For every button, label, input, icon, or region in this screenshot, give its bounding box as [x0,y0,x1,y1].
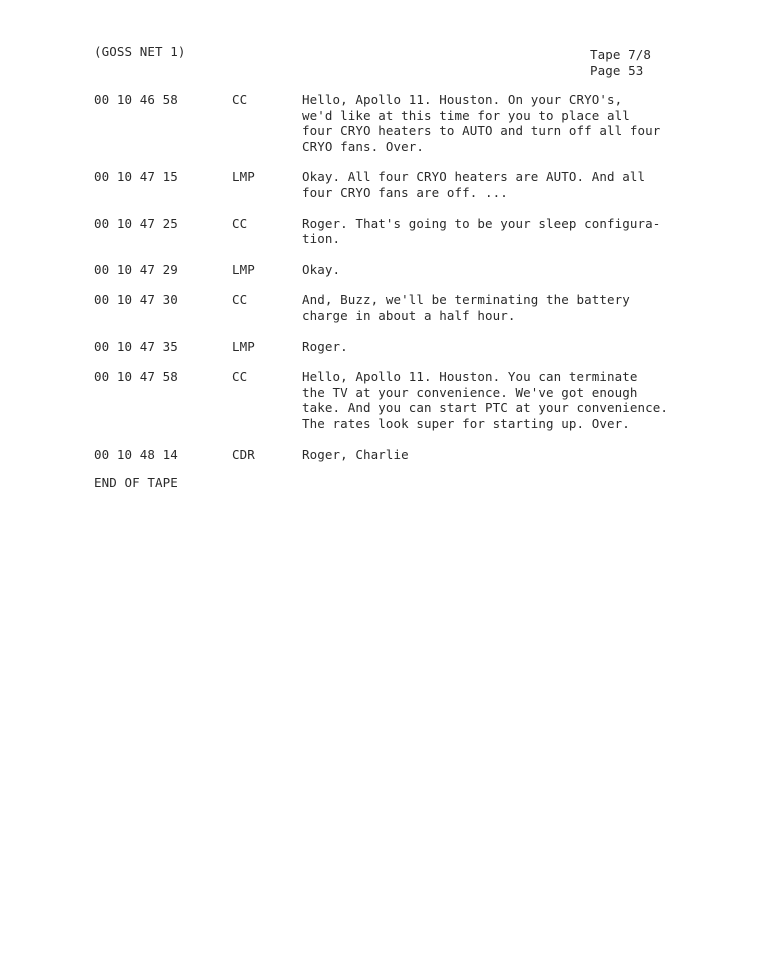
utterance: Hello, Apollo 11. Houston. You can terminate the TV at your convenience. We've got enough take. And you can start PTC at your convenience. The rates look super for starting up. Over. [302,369,669,431]
timestamp: 00 10 47 30 [94,292,178,308]
utterance: Okay. [302,261,341,277]
speaker: LMP [232,261,255,277]
speaker: LMP [232,338,255,354]
transcript-entry [0,292,770,323]
transcript-entry [0,262,770,278]
timestamp: 00 10 47 29 [94,261,178,277]
transcript-entry [0,216,770,247]
timestamp: 00 10 47 58 [94,369,178,385]
timestamp: 00 10 46 58 [94,92,178,107]
utterance: Roger, Charlie [302,446,409,462]
speaker: CC [232,92,248,107]
tape-page-info [590,47,651,78]
transcript-entry [0,369,770,431]
transcript-entry [0,447,770,463]
timestamp: 00 10 47 25 [94,215,178,231]
net-label: (GOSS NET 1) [94,44,186,59]
end-of-tape-label: END OF TAPE [94,475,178,490]
utterance: And, Buzz, we'll be terminating the battery charge in about a half hour. [302,292,630,323]
timestamp: 00 10 48 14 [94,446,178,462]
tape-label: Tape 7/8 [590,47,652,62]
transcript-entry [0,169,770,200]
page-label: Page 53 [590,62,644,78]
speaker: CC [232,292,248,308]
utterance: Hello, Apollo 11. Houston. On your CRYO's, we'd like at this time for you to place all four CRYO heaters to AUTO and turn off all four CRYO fans. Over. [302,92,661,154]
timestamp: 00 10 47 15 [94,169,178,185]
speaker: CDR [232,446,255,462]
utterance: Okay. All four CRYO heaters are AUTO. And all four CRYO fans are off. ... [302,169,646,200]
timestamp: 00 10 47 35 [94,338,178,354]
transcript-entries [0,92,770,477]
speaker: CC [232,215,248,231]
transcript-entry [0,339,770,355]
utterance: Roger. That's going to be your sleep configura- tion. [302,215,661,247]
transcript-entry [0,92,770,154]
speaker: CC [232,369,248,385]
speaker: LMP [232,169,255,185]
utterance: Roger. [302,338,348,354]
